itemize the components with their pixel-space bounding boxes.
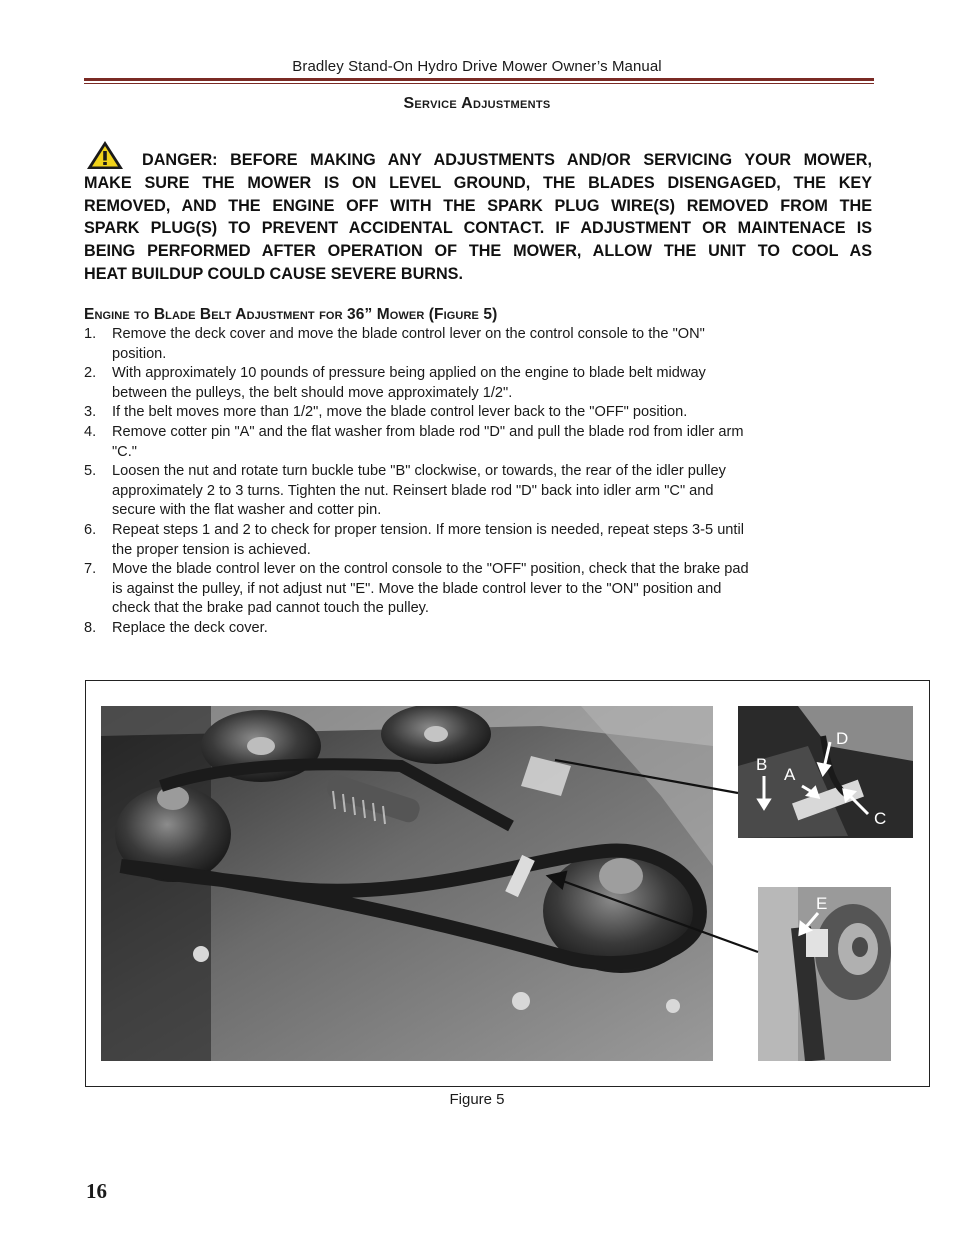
- step-text: Repeat steps 1 and 2 to check for proper tension. If more tension is needed, repeat steps 3-5 until: [112, 521, 744, 538]
- brake-nut-inset-photo: [758, 887, 891, 1061]
- running-header: Bradley Stand-On Hydro Drive Mower Owner’s Manual: [292, 58, 662, 75]
- danger-line: DANGER: BEFORE MAKING ANY ADJUSTMENTS AND/OR SERVICING YOUR MOWER,: [142, 151, 872, 169]
- procedure-steps: [84, 325, 874, 639]
- step-4: [84, 423, 874, 462]
- danger-line: SPARK PLUG(S) TO PREVENT ACCIDENTAL CONTACT. IF ADJUSTMENT OR MAINTENACE IS: [84, 219, 872, 238]
- step-5: [84, 462, 874, 521]
- danger-line: REMOVED, AND THE ENGINE OFF WITH THE SPARK PLUG WIRE(S) REMOVED FROM THE: [84, 196, 872, 215]
- step-text: Remove cotter pin "A" and the flat washer from blade rod "D" and pull the blade rod from idler arm: [112, 423, 744, 440]
- step-text: With approximately 10 pounds of pressure being applied on the engine to blade belt midway: [112, 365, 706, 382]
- step-text: the proper tension is achieved.: [112, 541, 311, 558]
- step-1: [84, 325, 874, 364]
- step-2: [84, 364, 874, 403]
- header-rule-thin: [84, 83, 874, 84]
- label-e: E: [816, 894, 828, 913]
- step-text: Move the blade control lever on the control console to the "OFF" position, check that the brake pad: [112, 561, 749, 578]
- label-d: D: [836, 729, 849, 748]
- step-number: 1.: [84, 326, 97, 342]
- procedure-heading: Engine to Blade Belt Adjustment for 36” Mower (Figure 5): [84, 306, 498, 323]
- step-number: 7.: [84, 561, 97, 578]
- step-text: secure with the flat washer and cotter pin.: [112, 502, 382, 519]
- step-text: check that the brake pad cannot touch the pulley.: [112, 600, 429, 617]
- step-number: 6.: [84, 521, 97, 538]
- step-text: Loosen the nut and rotate turn buckle tube "B" clockwise, or towards, the rear of the idler pulley: [112, 463, 726, 480]
- step-text: "C.": [112, 443, 137, 460]
- figure-caption: Figure 5: [449, 1091, 505, 1108]
- step-7: [84, 560, 874, 619]
- step-text: between the pulleys, the belt should move approximately 1/2".: [112, 384, 513, 401]
- step-number: 4.: [84, 423, 97, 440]
- idler-arm-inset-photo: [738, 706, 913, 838]
- step-number: 3.: [84, 404, 97, 421]
- step-text: Remove the deck cover and move the blade control lever on the control console to the "ON": [112, 326, 705, 342]
- step-3: [84, 403, 874, 423]
- danger-warning: [84, 149, 872, 286]
- step-number: 5.: [84, 463, 97, 480]
- mower-deck-photo: [101, 706, 713, 1061]
- step-8: [84, 619, 874, 639]
- danger-line: BEING PERFORMED AFTER OPERATION OF THE MOWER, ALLOW THE UNIT TO COOL AS: [84, 242, 872, 261]
- step-text: approximately 2 to 3 turns. Tighten the nut. Reinsert blade rod "D" back into idler arm "C" and: [112, 482, 714, 499]
- page-number: 16: [86, 1179, 107, 1203]
- header-rule: [84, 78, 874, 81]
- label-a: A: [784, 765, 796, 784]
- step-number: 2.: [84, 365, 97, 382]
- danger-line: MAKE SURE THE MOWER IS ON LEVEL GROUND, THE BLADES DISENGAGED, THE KEY: [84, 173, 872, 192]
- step-text: position.: [112, 345, 167, 362]
- section-title: Service Adjustments: [403, 95, 551, 112]
- label-c: C: [874, 809, 887, 828]
- danger-line: HEAT BUILDUP COULD CAUSE SEVERE BURNS.: [84, 264, 463, 283]
- step-text: is against the pulley, if not adjust nut "E". Move the blade control lever to the "ON" position and: [112, 580, 722, 597]
- step-number: 8.: [84, 619, 97, 636]
- step-text: Replace the deck cover.: [112, 619, 268, 636]
- label-b: B: [756, 755, 768, 774]
- step-6: [84, 521, 874, 560]
- step-text: If the belt moves more than 1/2", move the blade control lever back to the "OFF" position.: [112, 404, 688, 421]
